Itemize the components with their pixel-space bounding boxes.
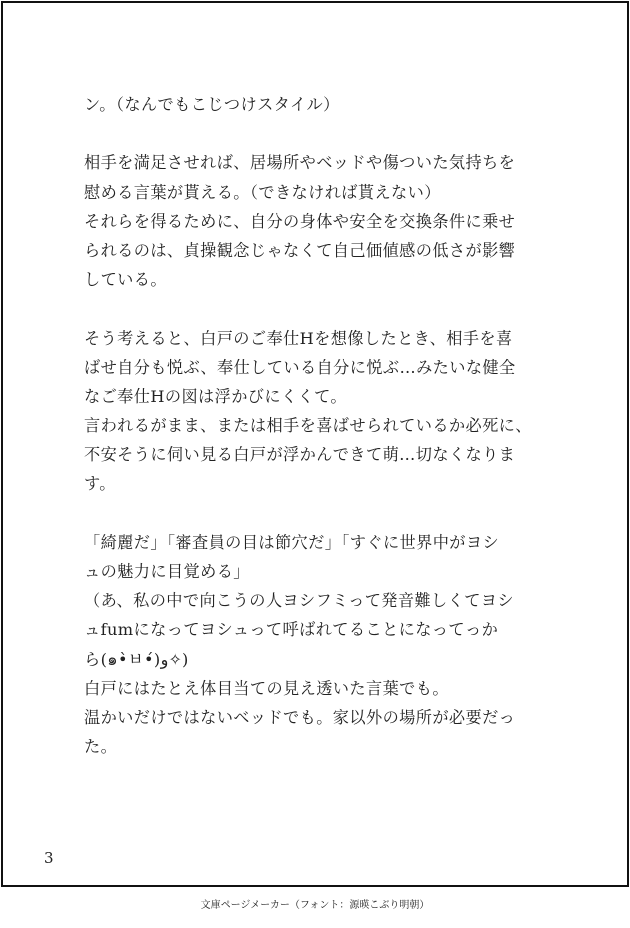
text-line: 温かいだけではないベッドでも。家以外の場所が必要だっ bbox=[84, 707, 516, 727]
footer-credit: 文庫ページメーカー（フォント：源暎こぶり明朝） bbox=[200, 900, 430, 911]
page-number: 3 bbox=[44, 849, 54, 867]
blank-line bbox=[84, 499, 564, 528]
text-line: それらを得るために、自分の身体や安全を交換条件に乗せ bbox=[84, 211, 516, 231]
text-line: なご奉仕Hの図は浮かびにくくて。 bbox=[84, 386, 348, 406]
text-line: られるのは、貞操観念じゃなくて自己価値感の低さが影響 bbox=[84, 240, 516, 260]
text-line: ン。（なんでもこじつけスタイル） bbox=[84, 95, 340, 114]
text-line: 不安そうに伺い見る白戸が浮かんできて萌…切なくなりま bbox=[84, 445, 516, 465]
text-line: そう考えると、白戸のご奉仕Hを想像したとき、相手を喜 bbox=[84, 328, 513, 348]
text-line: 相手を満足させれば、居場所やベッドや傷ついた気持ちを bbox=[84, 153, 516, 173]
text-line: 言われるがまま、または相手を喜ばせられているか必死に、 bbox=[84, 416, 532, 436]
text-line: している。 bbox=[84, 270, 167, 290]
text-line: す。 bbox=[84, 474, 116, 494]
text-line: 「綺麗だ」「審査員の目は節穴だ」「すぐに世界中がヨシ bbox=[84, 532, 500, 552]
text-line: 慰める言葉が貰える。（できなければ貰えない） bbox=[84, 182, 441, 202]
text-line: た。 bbox=[84, 737, 118, 757]
text-line: ら(๑•̀ㅂ•́)و✧) bbox=[84, 649, 189, 669]
text-line: ュの魅力に目覚める」 bbox=[84, 562, 250, 581]
text-line: ュfumになってヨシュって呼ばれてることになってっか bbox=[84, 620, 499, 640]
blank-line bbox=[84, 294, 564, 323]
blank-line bbox=[84, 119, 564, 148]
text-line: （あ、私の中で向こうの人ヨシフミって発音難しくてヨシ bbox=[84, 591, 514, 611]
page-frame bbox=[1, 1, 629, 887]
text-line: 白戸にはたとえ体目当ての見え透いた言葉でも。 bbox=[84, 678, 449, 698]
page-body-text bbox=[84, 90, 564, 761]
text-line: ばせ自分も悦ぶ、奉仕している自分に悦ぶ…みたいな健全 bbox=[84, 357, 516, 377]
